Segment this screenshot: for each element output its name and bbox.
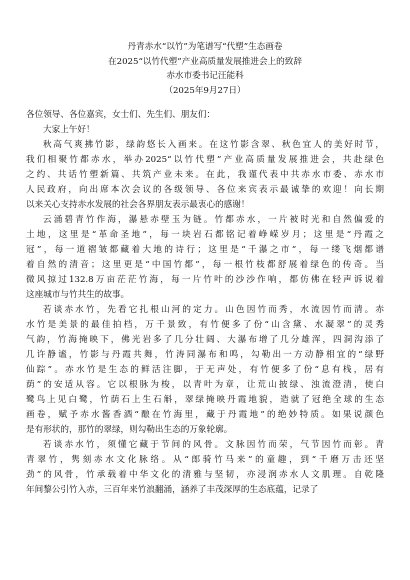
paragraph-line: 这座城市与竹共生的故事。: [26, 290, 130, 300]
paragraph-line: 土地，这里是“革命圣地”，每一块岩石都铭记着峥嵘岁月；这里是“丹霞之: [26, 230, 384, 240]
speech-date: （2025年9月27日）: [164, 85, 246, 96]
paragraph-line: 我们相聚竹都赤水，举办2025“以竹代塑”产业高质量发展推进会，共赴绿色: [26, 155, 384, 165]
header-spacer: [26, 98, 384, 108]
paragraph-line: 秋高气爽拂竹影，绿韵悠长入画来。在这竹影含翠、秋色宜人的美好时节，: [43, 140, 384, 150]
speaker-line: 赤水市委书记汪能科: [166, 71, 244, 81]
salutation: 各位领导、各位嘉宾，女士们、先生们、朋友们：: [26, 110, 216, 120]
paragraph-line: 若谈赤水竹，先看它扎根山河的定力。山色因竹而秀，水流因竹而清。赤: [43, 305, 384, 315]
paragraph-line: 画卷，赋予赤水酱香酒“酿在竹海里，藏于丹霞地”的绝妙特质。如果说颜色: [26, 410, 384, 420]
paragraph-line: 以来关心支持赤水发展的社会各界朋友表示最衷心的感谢！: [26, 200, 250, 210]
paragraph-line: 云涌碧青竹作海，瀑悬赤壁玉为链。竹都赤水，一片被时光和自然偏爱的: [43, 215, 384, 225]
paragraph-line: 水竹是美景的最佳拍档，万千景致，有竹便多了份“山含黛、水凝翠”的灵秀: [26, 320, 384, 330]
paragraph-line: 荫”的安适从容。它以根脉为梭，以青叶为章，让荒山披绿、浊流澄清，使白: [26, 380, 384, 390]
paragraph-line: 若谈赤水竹，须懂它藏于节间的风骨。文脉因竹而荣，气节因竹而彰。青: [43, 440, 384, 450]
body-paragraph: [26, 438, 384, 498]
paragraph-line: 几许静谧，竹影与丹霞共舞，竹涛同瀑布和鸣，勾勒出一方动静相宜的“绿野: [26, 350, 384, 360]
paragraph-line: 仙踪”。赤水竹是生态的鲜活注脚，于无声处，有竹便多了份“息有栈，居有: [26, 365, 384, 375]
paragraph-line: 人民政府，向出席本次会议的各级领导、各位来宾表示最诚挚的欢迎！向长期: [26, 185, 384, 195]
paragraph-line: 之约、共话竹塑新篇、共筑产业未来。在此，我谨代表中共赤水市委、赤水市: [26, 170, 384, 180]
paragraph-line: 冠”，每一道褶皱都藏着大地的诗行；这里是“千瀑之市”，每一缕飞烟都谱: [26, 245, 384, 255]
paragraph-line: 鹭鸟上见白鹭，竹荫石上生石斛，翠绿掩映丹霞地貌，造就了冠绝全球的生态: [26, 395, 384, 405]
body-paragraph: [26, 213, 384, 303]
body-paragraph: [26, 303, 384, 438]
speech-title: 丹青赤水“以竹”为笔谱写“代塑”生态画卷: [127, 42, 283, 52]
paragraph-line: 气韵，竹海掩映下，佛光岩多了几分壮阔、大瀑布增了几分雄浑，四洞沟添了: [26, 335, 384, 345]
body-paragraph: [26, 138, 384, 213]
greeting: 大家上午好！: [43, 125, 95, 135]
paragraph-line: 青翠竹，隽刻赤水文化脉络。从“郎骑竹马来”的童趣，到“千磨万击还坚: [26, 455, 384, 465]
speech-subtitle: 在2025“以竹代塑”产业高质量发展推进会上的致辞: [108, 56, 302, 67]
paragraph-line: 是有形状的，那竹的翠绿，则勾勒出生态的万象轮廓。: [26, 425, 233, 435]
speech-header: [26, 40, 384, 98]
paragraph-line: 着自然的清音；这里更是“中国竹都”，每一根竹枝都舒展着绿色的传奇。当: [26, 260, 384, 270]
paragraph-line: 劲”的风骨，竹承载着中华文化的清雅与坚韧，亦浸润赤水人文肌理。自乾隆: [26, 470, 384, 480]
paragraph-line: 年间黎公引竹入赤，三百年来竹浪翻涌，涵养了丰茂深厚的生态底蕴，记录了: [26, 485, 319, 495]
paragraph-line: 微风掠过132.8万亩茫茫竹海，每一片竹叶的沙沙作响，都仿佛在轻声诉说着: [26, 275, 384, 285]
speech-body: [26, 138, 384, 498]
